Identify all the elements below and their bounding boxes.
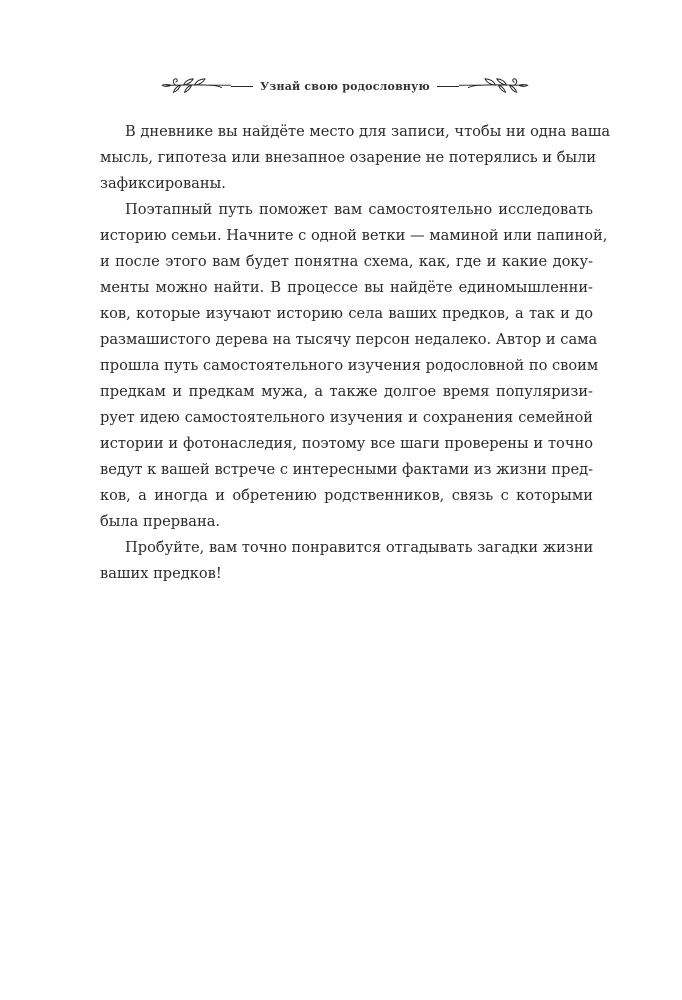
running-header [160,72,530,100]
header-rule-left [231,86,253,87]
text-line: ков, которые изучают историю села ваших предков, а так и до [100,305,593,322]
text-line: была прервана. [100,513,221,530]
paragraph [100,197,608,535]
text-line: предкам и предкам мужа, а также долгое время популяризи- [100,383,593,400]
running-title: Узнай свою родословную [260,79,430,93]
text-line: прошла путь самостоятельного изучения родословной по своим [100,357,599,374]
text-line: мысль, гипотеза или внезапное озарение не потерялись и были [100,149,597,166]
text-line: размашистого дерева на тысячу персон недалеко. Автор и сама [100,331,598,348]
text-line: истории и фотонаследия, поэтому все шаги проверены и точно [100,435,593,452]
leaf-branch-icon [459,73,530,99]
paragraph [100,535,593,587]
text-line: ваших предков! [100,565,222,582]
text-line: В дневнике вы найдёте место для записи, чтобы ни одна ваша [125,123,611,140]
text-line: историю семьи. Начните с одной ветки — маминой или папиной, [100,227,608,244]
text-line: и после этого вам будет понятна схема, как, где и какие доку- [100,253,593,270]
header-rule-right [437,86,459,87]
text-line: менты можно найти. В процессе вы найдёте единомышленни- [100,279,593,296]
paragraph [100,119,611,197]
text-line: зафиксированы. [100,175,226,192]
text-line: Поэтапный путь поможет вам самостоятельно исследовать [125,201,593,218]
text-line: ков, а иногда и обретению родственников, связь с которыми [100,487,593,504]
leaf-branch-icon [160,73,231,99]
text-line: рует идею самостоятельного изучения и сохранения семейной [100,409,593,426]
body-text [100,119,611,587]
text-line: ведут к вашей встрече с интересными фактами из жизни пред- [100,461,593,478]
text-line: Пробуйте, вам точно понравится отгадывать загадки жизни [125,539,594,556]
